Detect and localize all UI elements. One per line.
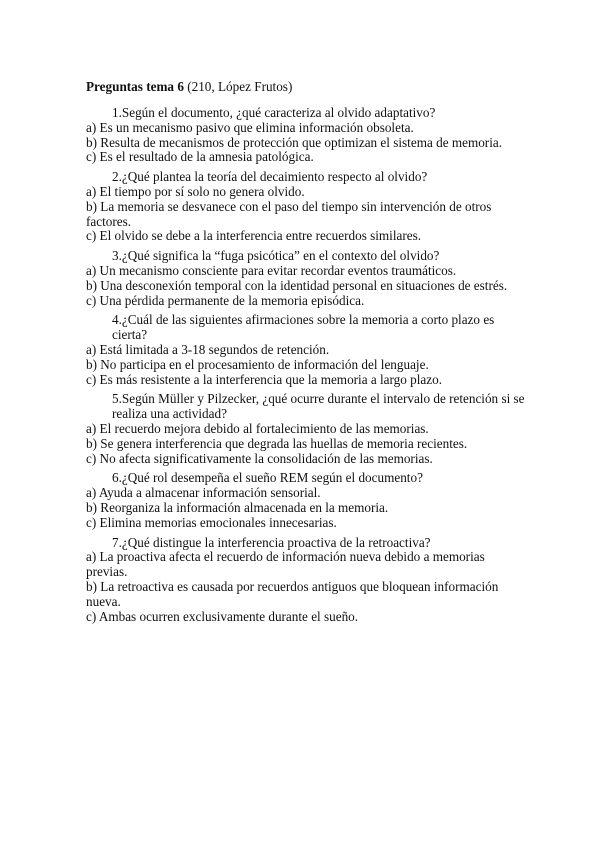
option-c: c) Es más resistente a la interferencia que la memoria a largo plazo. [86,371,443,387]
option-b: b) Resulta de mecanismos de protección que optimizan el sistema de memoria. [86,134,503,150]
option-a: a) Está limitada a 3-18 segundos de retención. [86,341,330,357]
title-rest: (210, López Frutos) [183,79,293,94]
title-bold: Preguntas tema 6 [86,79,184,94]
question-7 [86,536,526,625]
option-c: c) Ambas ocurren exclusivamente durante el sueño. [86,608,359,624]
question-text: 4.¿Cuál de las siguientes afirmaciones sobre la memoria a corto plazo es cierta? [112,312,495,343]
option-a: a) El tiempo por sí solo no genera olvido. [86,183,305,199]
question-2 [86,170,526,244]
question-text: 3.¿Qué significa la “fuga psicótica” en el contexto del olvido? [112,248,440,264]
option-c: c) No afecta significativamente la consolidación de las memorias. [86,450,433,466]
question-text: 1.Según el documento, ¿qué caracteriza al olvido adaptativo? [112,105,436,120]
question-text: 5.Según Müller y Pilzecker, ¿qué ocurre durante el intervalo de retención si se realiza una actividad? [112,391,525,422]
question-text: 2.¿Qué plantea la teoría del decaimiento respecto al olvido? [112,169,428,185]
question-5 [86,392,526,466]
option-b: b) Una desconexión temporal con la identidad personal en situaciones de estrés. [86,277,508,293]
question-text: 6.¿Qué rol desempeña el sueño REM según el documento? [112,470,423,486]
option-b: b) La retroactiva es causada por recuerdos antiguos que bloquean información nueva. [86,578,499,609]
option-a: a) Ayuda a almacenar información sensorial. [86,485,321,501]
question-text: 7.¿Qué distingue la interferencia proactiva de la retroactiva? [112,534,431,550]
option-c: c) Una pérdida permanente de la memoria episódica. [86,292,365,308]
question-6 [86,471,526,530]
option-a: a) Es un mecanismo pasivo que elimina información obsoleta. [86,119,414,135]
question-4 [86,313,526,387]
option-b: b) La memoria se desvanece con el paso del tiempo sin intervención de otros factores. [86,198,492,229]
option-c: c) Es el resultado de la amnesia patológica. [86,149,314,165]
option-b: b) No participa en el procesamiento de información del lenguaje. [86,356,429,372]
option-c: c) El olvido se debe a la interferencia entre recuerdos similares. [86,228,422,244]
option-a: a) Un mecanismo consciente para evitar recordar eventos traumáticos. [86,262,457,278]
option-b: b) Reorganiza la información almacenada en la memoria. [86,499,389,515]
option-a: a) El recuerdo mejora debido al fortalecimiento de las memorias. [86,420,429,436]
page-title [86,79,292,95]
option-b: b) Se genera interferencia que degrada las huellas de memoria recientes. [86,435,468,451]
option-c: c) Elimina memorias emocionales innecesarias. [86,514,337,530]
option-a: a) La proactiva afecta el recuerdo de información nueva debido a memorias previas. [86,549,485,580]
question-list [86,106,526,629]
question-1 [86,106,526,165]
question-3 [86,249,526,308]
